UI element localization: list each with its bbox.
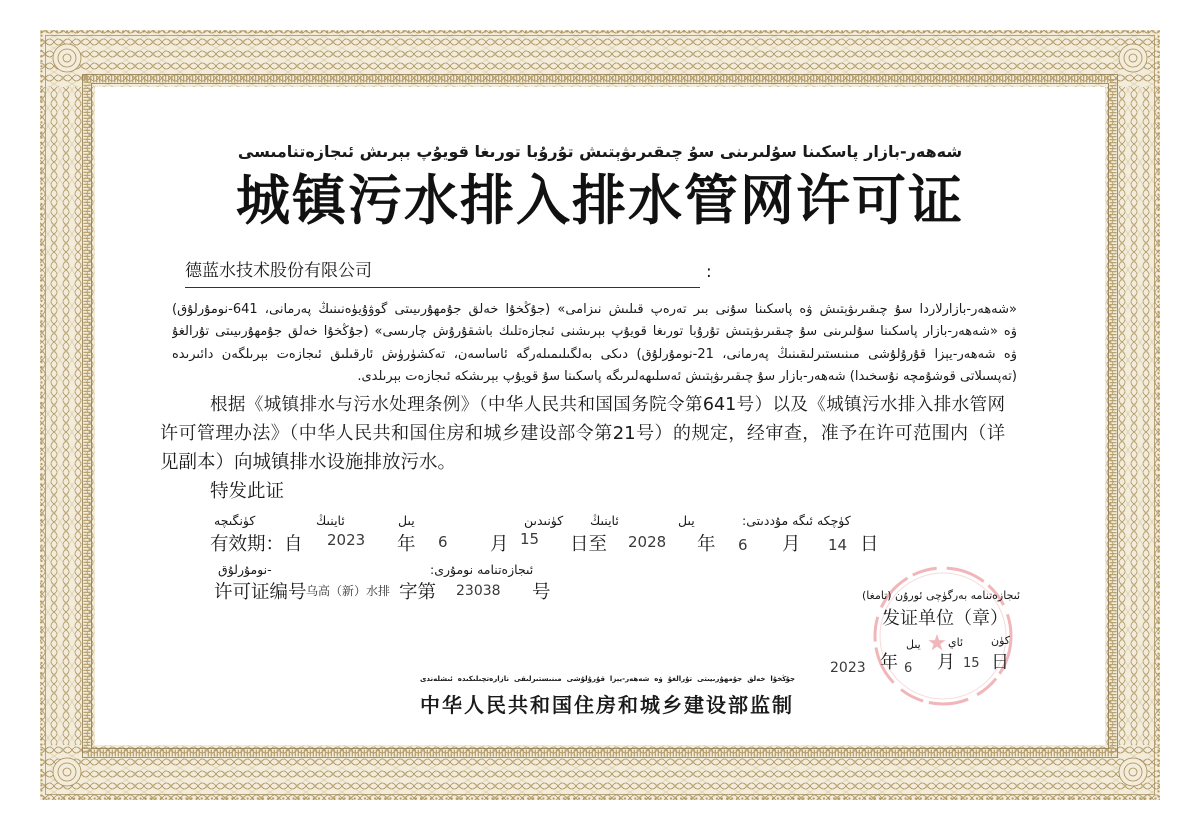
statement-uyghur-line: «شەھەر-بازارلاردا سۇ چىقىرىۋېتىش ۋە پاسكىنا سۇنى بىر تەرەپ قىلىش نىزامى» (جۇڭخۇا خەلق جۇمھۇرىيىتى گوۋۇيۈەنىنىڭ پەرمانى، 641-نومۇرلۇق) (172, 302, 1017, 317)
supervision-chinese: 中华人民共和国住房和城乡建设部监制 (420, 693, 792, 717)
special-issue-text: 特发此证 (210, 481, 285, 502)
validity-start-month-label-ug: ئاينىڭ (590, 513, 619, 528)
issue-day-label-ug: كۈن (991, 634, 1010, 647)
statement-chinese-line: 许可管理办法》（中华人民共和国住房和城乡建设部令第21号）的规定，经审查，准予在许可范围内（详 (160, 423, 1005, 444)
permit-holder-colon: : (706, 262, 712, 282)
license-number-label-ug: ئىجازەتنامە نومۇرى: (430, 562, 534, 577)
seal-star-icon (928, 634, 945, 650)
validity-until-label-ug: كۈنگىچە (214, 513, 256, 528)
license-number-suffix: 号 (532, 582, 551, 603)
validity-start-month: 6 (438, 533, 448, 551)
validity-from-label-ug: كۈنىدىن (524, 513, 564, 528)
validity-end-year-label-ug: يىل (398, 513, 415, 528)
month-char: 月 (782, 534, 801, 555)
year-char: 年 (697, 534, 716, 555)
permit-holder-name: 德蓝水技术股份有限公司 (185, 261, 372, 281)
validity-start-year-label-ug: يىل (678, 513, 695, 528)
year-char: 年 (880, 652, 898, 673)
statement-uyghur-line: ۋە شەھەر-يېزا قۇرۇلۇشى مىنىستىرلىقىنىڭ پەرمانى، 21-نومۇرلۇق) دىكى بەلگىلىمىلەرگە ئاساسەن، تەكشۈرۈش ئارقىلىق ئىجازەت بېرىلگەن دائىرىدە (172, 347, 1017, 362)
license-number-value: 23038 (456, 583, 501, 599)
validity-end-year: 2028 (628, 533, 667, 551)
issuer-label-ug: ئىجازەتنامە بەرگۈچى ئورۇن (تامغا) (862, 589, 1021, 602)
issue-month-label-ug: ئاي (948, 636, 964, 649)
year-char: 年 (397, 534, 416, 555)
license-word-char: 字第 (399, 582, 437, 603)
title-chinese: 城镇污水排入排水管网许可证 (236, 169, 964, 232)
statement-uyghur-line: ۋە «شەھەر-بازار پاسكىنا سۇلىرىنى سۇ چىقىرىۋېتىش تۇرۇبا تورىغا قويۇپ بېرىشنى ئىجازەتلىك باشقۇرۇش چارىسى» (جۇڭخۇا خەلق جۇمھۇرىيىتى تۇرالغۇ (172, 324, 1017, 339)
issue-year-label-ug: يىل (906, 638, 921, 651)
month-char: 月 (490, 534, 509, 555)
license-number-label: 许可证编号 (214, 582, 307, 603)
statement-chinese-line: 见副本）向城镇排水设施排放污水。 (160, 452, 457, 473)
validity-label: 有效期：自 (210, 534, 303, 555)
validity-end-day: 14 (828, 536, 848, 554)
validity-start-day: 15 (520, 530, 540, 548)
issue-month: 6 (904, 661, 913, 676)
license-number-prefix: 乌高（新）水排 (306, 584, 391, 598)
permit-holder-underline (185, 287, 700, 288)
day-to-char: 日至 (570, 534, 608, 555)
statement-uyghur-line: (تەپسىلاتى قوشۇمچە نۇسخىدا) شەھەر-بازار سۇ چىقىرىۋېتىش ئەسلىھەلىرىگە پاسكىنا سۇ قويۇپ بېرىشكە ئىجازەت بېرىلدى. (357, 369, 1017, 384)
validity-end-month: 6 (738, 536, 748, 554)
month-char: 月 (937, 652, 955, 673)
supervision-uyghur: جۇڭخۇا خەلق جۇمھۇرىيىتى تۇرالغۇ ۋە شەھەر-يېزا قۇرۇلۇشى مىنىستىرلىقى نازارەتچىلىكىدە ئىشلەندى (420, 675, 795, 683)
validity-end-month-label-ug: ئاينىڭ (316, 513, 345, 528)
issuer-label: 发证单位（章） (882, 608, 1008, 629)
issue-day: 15 (963, 656, 980, 671)
statement-chinese-line: 根据《城镇排水与污水处理条例》（中华人民共和国国务院令第641号）以及《城镇污水排入排水管网 (210, 395, 1005, 415)
validity-start-year: 2023 (327, 531, 366, 549)
day-char: 日 (991, 652, 1009, 673)
validity-period-label-ug: كۈچكە ئىگە مۇددىتى: (742, 513, 851, 528)
issue-year: 2023 (830, 660, 866, 676)
day-char: 日 (860, 534, 879, 555)
title-uyghur: شەھەر-بازار پاسكىنا سۇلىرىنى سۇ چىقىرىۋېتىش تۇرۇبا تورىغا قويۇپ بېرىش ئىجازەتنامىسى (237, 142, 963, 161)
license-number-suffix-ug: -نومۇرلۇق (218, 562, 272, 577)
